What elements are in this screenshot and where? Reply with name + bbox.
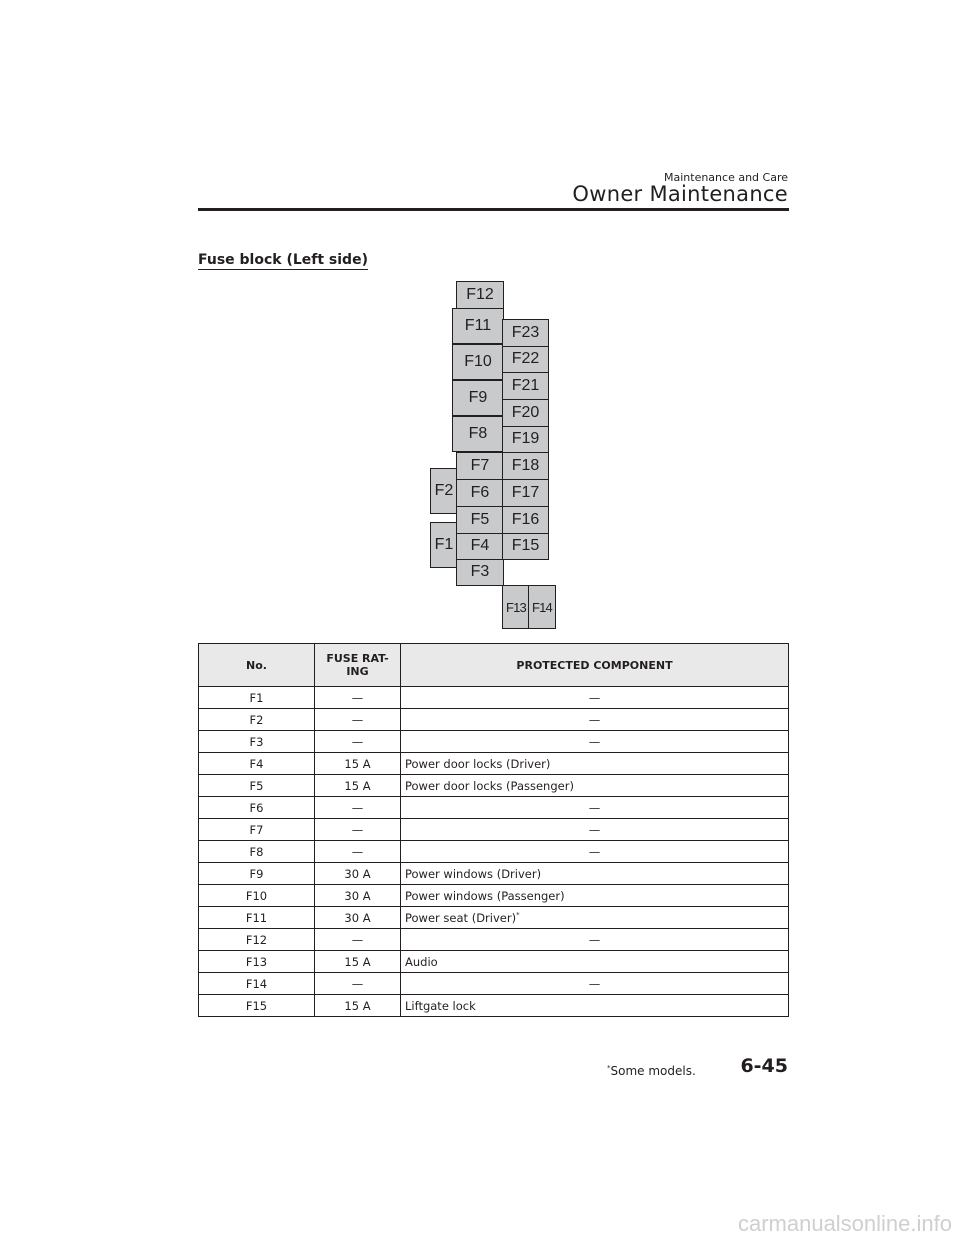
fuse-rating: 15 A — [315, 951, 401, 973]
table-header-row — [199, 644, 789, 687]
table-row — [199, 885, 789, 907]
fuse-diagram — [425, 279, 560, 631]
protected-component: Liftgate lock — [401, 995, 789, 1017]
table-body — [199, 687, 789, 1017]
protected-component: — — [401, 709, 789, 731]
fuse-rating: — — [315, 841, 401, 863]
fuse-rating: 30 A — [315, 885, 401, 907]
protected-component: — — [401, 687, 789, 709]
fuse-f11: F11 — [452, 308, 504, 344]
fuse-f12: F12 — [456, 281, 504, 309]
header-protected-component: PROTECTED COMPONENT — [401, 644, 789, 687]
fuse-f18: F18 — [502, 452, 549, 480]
fuse-rating: 15 A — [315, 995, 401, 1017]
fuse-f16: F16 — [502, 506, 549, 534]
table-row — [199, 731, 789, 753]
protected-component — [401, 907, 789, 929]
fuse-f2: F2 — [430, 468, 458, 514]
fuse-f15: F15 — [502, 532, 549, 560]
fuse-rating: 30 A — [315, 863, 401, 885]
fuse-number: F13 — [199, 951, 315, 973]
table-row — [199, 709, 789, 731]
fuse-f22: F22 — [502, 345, 549, 373]
fuse-f9: F9 — [452, 380, 504, 416]
component-text: Power seat (Driver) — [405, 910, 517, 925]
fuse-f10: F10 — [452, 344, 504, 380]
fuse-f7: F7 — [456, 452, 504, 480]
fuse-f13: F13 — [502, 585, 530, 629]
fuse-f19: F19 — [502, 425, 549, 453]
fuse-number: F4 — [199, 753, 315, 775]
fuse-number: F7 — [199, 819, 315, 841]
fuse-number: F2 — [199, 709, 315, 731]
section-title: Fuse block (Left side) — [198, 252, 368, 268]
fuse-rating: 15 A — [315, 753, 401, 775]
fuse-number: F14 — [199, 973, 315, 995]
header-no: No. — [199, 644, 315, 687]
footnote — [607, 1064, 696, 1078]
fuse-f1: F1 — [430, 522, 458, 568]
fuse-table — [198, 643, 789, 1017]
table-row — [199, 907, 789, 929]
fuse-rating: — — [315, 709, 401, 731]
table-row — [199, 775, 789, 797]
fuse-rating: — — [315, 797, 401, 819]
protected-component: Power windows (Passenger) — [401, 885, 789, 907]
fuse-number: F11 — [199, 907, 315, 929]
fuse-number: F8 — [199, 841, 315, 863]
table-row — [199, 819, 789, 841]
protected-component: — — [401, 973, 789, 995]
fuse-rating: — — [315, 929, 401, 951]
table-row — [199, 929, 789, 951]
watermark: carmanualsonline.info — [737, 1211, 952, 1236]
header-rule — [198, 208, 789, 211]
fuse-number: F5 — [199, 775, 315, 797]
fuse-number: F15 — [199, 995, 315, 1017]
fuse-number: F6 — [199, 797, 315, 819]
fuse-f14: F14 — [528, 585, 556, 629]
header-chapter: Maintenance and Care — [664, 171, 788, 184]
fuse-rating: — — [315, 731, 401, 753]
fuse-rating: — — [315, 973, 401, 995]
table-row — [199, 995, 789, 1017]
footnote-text: Some models. — [610, 1064, 696, 1078]
fuse-f21: F21 — [502, 372, 549, 400]
protected-component: — — [401, 929, 789, 951]
footnote-mark: * — [607, 1064, 611, 1072]
fuse-f8: F8 — [452, 416, 504, 452]
fuse-number: F9 — [199, 863, 315, 885]
table-row — [199, 687, 789, 709]
fuse-number: F12 — [199, 929, 315, 951]
fuse-f3: F3 — [456, 558, 504, 586]
protected-component: Audio — [401, 951, 789, 973]
protected-component: — — [401, 841, 789, 863]
table-row — [199, 973, 789, 995]
protected-component: — — [401, 797, 789, 819]
page-number: 6-45 — [740, 1055, 788, 1077]
table-row — [199, 951, 789, 973]
fuse-number: F10 — [199, 885, 315, 907]
fuse-rating: — — [315, 687, 401, 709]
protected-component: Power door locks (Driver) — [401, 753, 789, 775]
header-section: Owner Maintenance — [572, 182, 788, 206]
table-row — [199, 797, 789, 819]
fuse-f23: F23 — [502, 319, 549, 347]
fuse-rating: — — [315, 819, 401, 841]
fuse-f5: F5 — [456, 506, 504, 534]
protected-component: — — [401, 731, 789, 753]
fuse-f6: F6 — [456, 479, 504, 507]
fuse-rating: 15 A — [315, 775, 401, 797]
protected-component: Power door locks (Passenger) — [401, 775, 789, 797]
fuse-f17: F17 — [502, 479, 549, 507]
models-note-mark: * — [516, 910, 520, 919]
protected-component: — — [401, 819, 789, 841]
fuse-rating: 30 A — [315, 907, 401, 929]
table-row — [199, 863, 789, 885]
fuse-f4: F4 — [456, 532, 504, 560]
fuse-number: F1 — [199, 687, 315, 709]
table-row — [199, 753, 789, 775]
table-row — [199, 841, 789, 863]
protected-component: Power windows (Driver) — [401, 863, 789, 885]
header-fuse-rating: FUSE RAT- ING — [315, 644, 401, 687]
fuse-f20: F20 — [502, 399, 549, 427]
fuse-number: F3 — [199, 731, 315, 753]
